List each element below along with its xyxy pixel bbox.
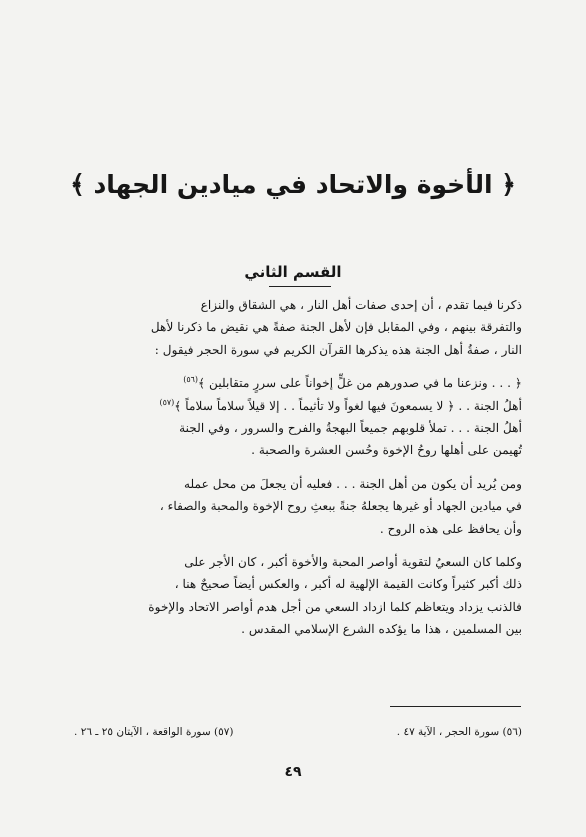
paragraph-line: فالذنب يزداد ويتعاظم كلما ازداد السعي من أجل هدم أواصر الاتحاد والإخوة bbox=[148, 599, 522, 614]
section-heading-text: القسم الثاني bbox=[244, 263, 342, 281]
chapter-title: ﴿ الأخوة والاتحاد في ميادين الجهاد ﴾ bbox=[70, 170, 516, 199]
quote-text: أهلُ الجنة . . ﴿ لا يسمعونَ فيها لغواً ولا تأثيماً . . إلا قيلاً سلاماً سلاماً ﴾ bbox=[174, 398, 522, 413]
paragraph-3 bbox=[74, 473, 522, 540]
quranic-quote-2 bbox=[74, 395, 522, 417]
quote-text: ﴿ . . . ونزعنا ما في صدورهم من غلٍّ إخواناً على سررٍ متقابلين ﴾ bbox=[198, 376, 522, 391]
section-heading-underline bbox=[269, 286, 331, 287]
page-number: ٤٩ bbox=[284, 764, 302, 780]
paragraph-line: ذكرنا فيما تقدم ، أن إحدى صفات أهل النار ، هي الشقاق والنزاع bbox=[200, 298, 522, 312]
paragraph-line: ومن يُريد أن يكون من أهل الجنة . . . فعليه أن يجعلَ من محل عمله bbox=[183, 476, 522, 491]
paragraph-line: بين المسلمين ، هذا ما يؤكده الشرع الإسلامي المقدس . bbox=[241, 622, 522, 637]
paragraph-line: تُهيمن على أهلها روحُ الإخوة وحُسن العشرة والصحبة . bbox=[251, 443, 522, 458]
paragraph-2 bbox=[74, 372, 522, 462]
paragraph-1 bbox=[74, 294, 522, 361]
paragraph-line: وأن يحافظ على هذه الروح . bbox=[379, 521, 522, 536]
footnotes bbox=[74, 724, 522, 740]
paragraph-line: في ميادين الجهاد أو غيرها يجعلهُ جنةً ببعثِ روح الإخوة والمحبة والصفاء ، bbox=[159, 499, 522, 514]
footnote-57: (٥٧) سورة الواقعة ، الآيتان ٢٥ ـ ٢٦ . bbox=[74, 726, 234, 738]
section-heading bbox=[0, 263, 586, 281]
paragraph-line: ذلك أكبر كثيراً وكانت القيمة الإلهية له أكبر ، والعكس أيضاً صحيحٌ هنا ، bbox=[174, 577, 522, 592]
paragraph-line: وكلما كان السعيُ لتقوية أواصر المحبة والأخوة أكبر ، كان الأجر على bbox=[184, 555, 522, 570]
paragraph-line: أهلُ الجنة . . . تملأ قلوبهم جميعاً البهجةُ والفرح والسرور ، وفي الجنة bbox=[179, 421, 522, 436]
footnote-reference: (٥٧) bbox=[159, 397, 175, 407]
quranic-quote-1 bbox=[74, 372, 522, 394]
paragraph-line: النار ، صفةُ أهل الجنة هذه يذكرها القرآن الكريم في سورة الحجر فيقول : bbox=[154, 342, 522, 357]
paragraph-line: والتفرقة بينهم ، وفي المقابل فإن لأهل الجنة صفةً هي نقيض ما ذكرنا لأهل bbox=[150, 320, 522, 335]
footnote-reference: (٥٦) bbox=[183, 375, 199, 385]
paragraph-4 bbox=[74, 551, 522, 641]
footnote-56: (٥٦) سورة الحجر ، الآية ٤٧ . bbox=[396, 726, 522, 738]
footnote-separator bbox=[390, 706, 521, 707]
body-text bbox=[74, 294, 522, 641]
